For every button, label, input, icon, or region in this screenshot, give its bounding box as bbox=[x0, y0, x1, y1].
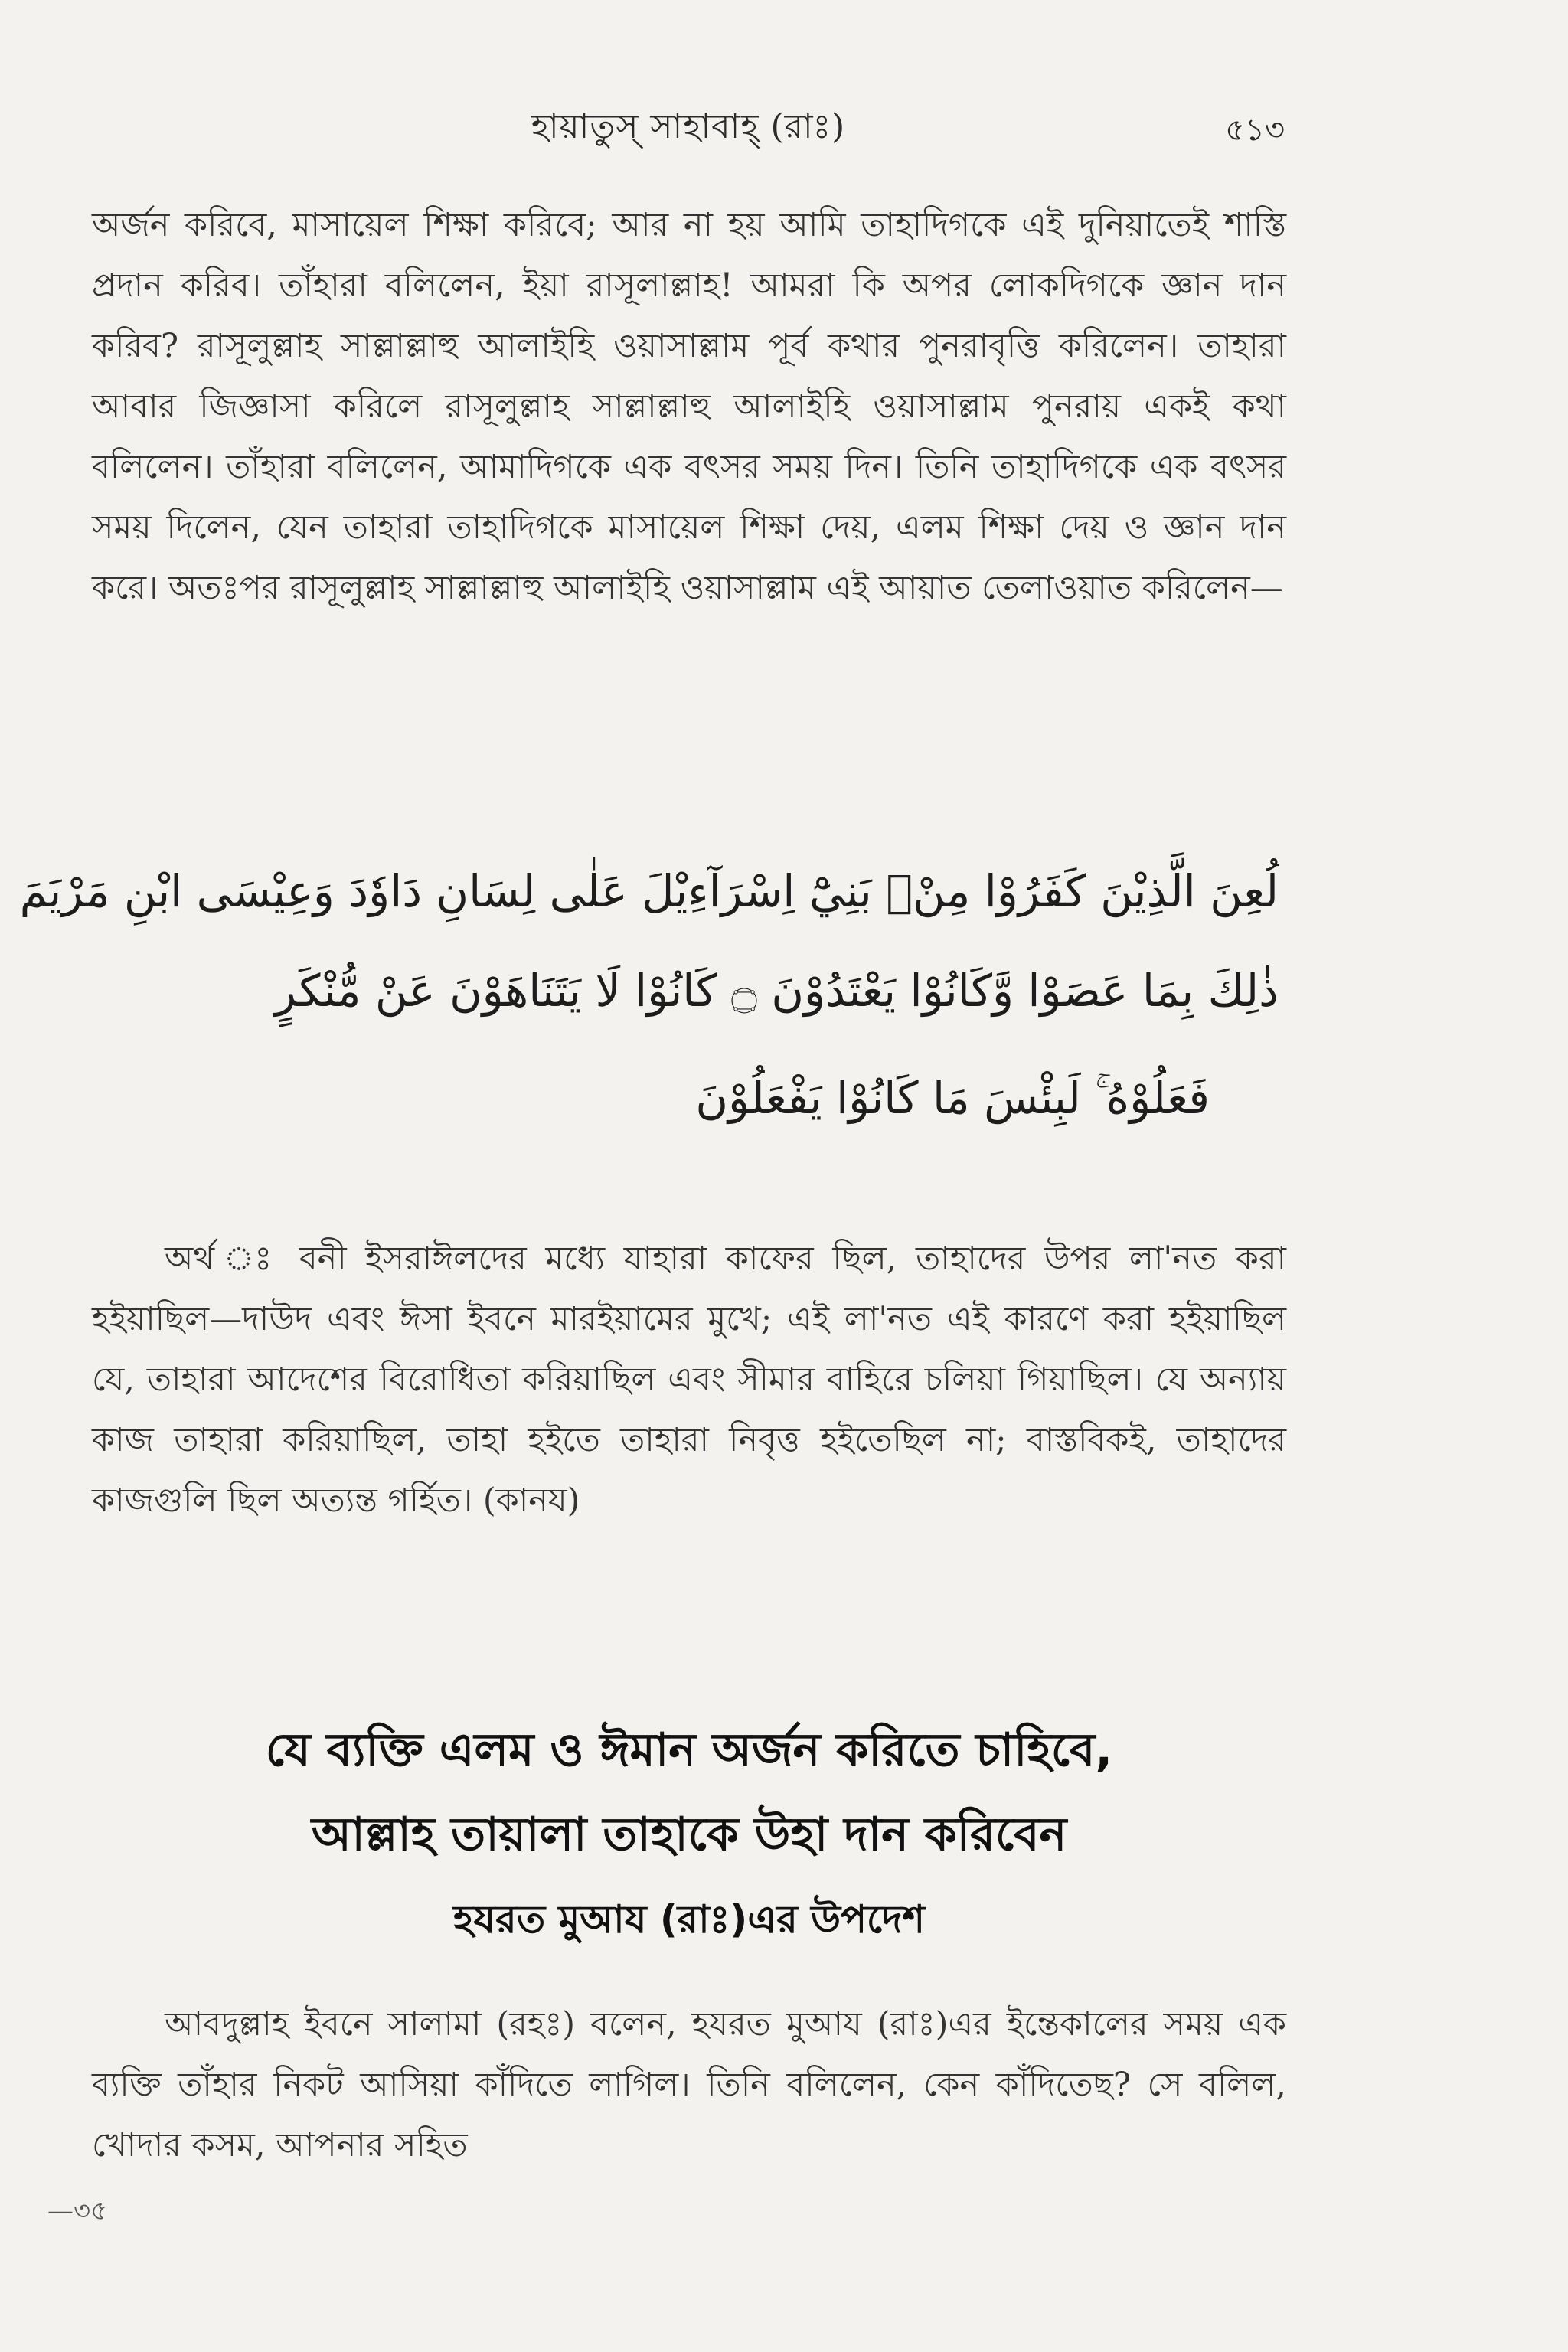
translation-paragraph: অর্থ ঃ বনী ইসরাঈলদের মধ্যে যাহারা কাফের ছিল, তাহাদের উপর লা'নত করা হইয়াছিল—দাউদ এবং ঈসা ইবনে মারইয়ামের মুখে; এই লা'নত এই কারণে করা হইয়াছিল যে, তাহারা আদেশের বিরোধিতা করিয়াছিল এবং সীমার বাহিরে চলিয়া গিয়াছিল। যে অন্যায় কাজ তাহারা করিয়াছিল, তাহা হইতে তাহারা নিবৃত্ত হইতেছিল না; বাস্তবিকই, তাহাদের কাজগুলি ছিল অত্যন্ত গর্হিত। (কানয) bbox=[92, 1240, 1286, 1520]
arabic-verse bbox=[19, 858, 1279, 1187]
paragraph-1: অর্জন করিবে, মাসায়েল শিক্ষা করিবে; আর না হয় আমি তাহাদিগকে এই দুনিয়াতেই শাস্তি প্রদান করিব। তাঁহারা বলিলেন, ইয়া রাসূলাল্লাহ! আমরা কি অপর লোকদিগকে জ্ঞান দান করিব? রাসূলুল্লাহ সাল্লাল্লাহু আলাইহি ওয়াসাল্লাম পূর্ব কথার পুনরাবৃত্তি করিলেন। তাহারা আবার জিজ্ঞাসা করিলে রাসূলুল্লাহ সাল্লাল্লাহু আলাইহি ওয়াসাল্লাম পুনরায় একই কথা বলিলেন। তাঁহারা বলিলেন, আমাদিগকে এক বৎসর সময় দিন। তিনি তাহাদিগকে এক বৎসর সময় দিলেন, যেন তাহারা তাহাদিগকে মাসায়েল শিক্ষা দেয়, এলম শিক্ষা দেয় ও জ্ঞান দান করে। অতঃপর রাসূলুল্লাহ সাল্লাল্লাহু আলাইহি ওয়াসাল্লাম এই আয়াত তেলাওয়াত করিলেন— bbox=[92, 206, 1286, 607]
arabic-verse-line-2: ذٰلِكَ بِمَا عَصَوْا وَّكَانُوْا يَعْتَدُوْنَ ۝ كَانُوْا لَا يَتَنَاهَوْنَ عَنْ مُّنْكَرٍ bbox=[274, 965, 1279, 1017]
arabic-verse-line-3: فَعَلُوْهُ ۚ لَبِئْسَ مَا كَانُوْا يَفْعَلُوْنَ bbox=[695, 1072, 1210, 1124]
page-number: ৫১৩ bbox=[1225, 113, 1285, 148]
page-header bbox=[92, 86, 1285, 170]
running-title: হায়াতুস্ সাহাবাহ্ (রাঃ) bbox=[531, 107, 846, 146]
section-heading-line-1: যে ব্যক্তি এলম ও ঈমান অর্জন করিতে চাহিবে, bbox=[265, 1723, 1113, 1777]
arabic-verse-line-1: لُعِنَ الَّذِيْنَ كَفَرُوْا مِنْۢ بَنِيْٓ اِسْرَآءِيْلَ عَلٰى لِسَانِ دَاوٗدَ وَعِيْسَى ابْنِ مَرْيَمَ bbox=[19, 865, 1279, 917]
signature-mark: —৩৫ bbox=[47, 2196, 108, 2226]
section-subheading: হযরত মুআয (রাঃ)এর উপদেশ bbox=[453, 1897, 925, 1942]
paragraph-3: আবদুল্লাহ ইবনে সালামা (রহঃ) বলেন, হযরত মুআয (রাঃ)এর ইন্তেকালের সময় এক ব্যক্তি তাঁহার নিকট আসিয়া কাঁদিতে লাগিল। তিনি বলিলেন, কেন কাঁদিতেছ? সে বলিল, খোদার কসম, আপনার সহিত bbox=[92, 2005, 1286, 2164]
section-heading-line-2: আল্লাহ তায়ালা তাহাকে উহা দান করিবেন bbox=[311, 1808, 1067, 1861]
